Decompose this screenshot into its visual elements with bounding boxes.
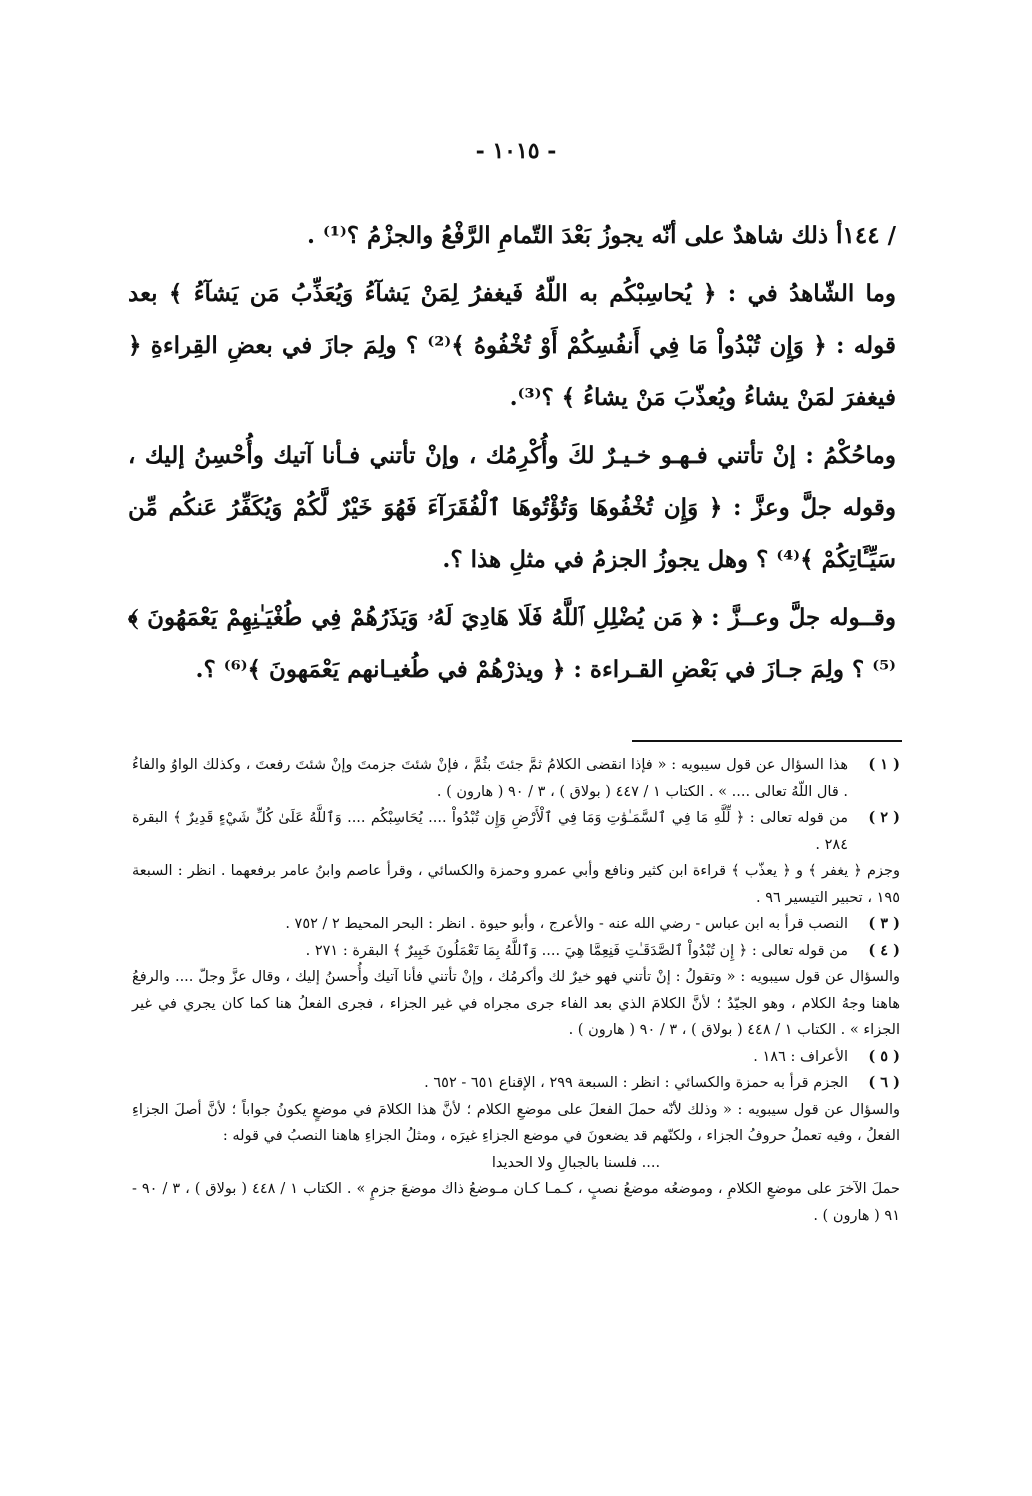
footnote-text: من قوله تعالى : ﴿ لِّلَّهِ مَا فِي ٱلسَّمَـٰوَٰتِ وَمَا فِي ٱلْأَرْضِ وَإِن تُبْدُواْ .... يُحَاسِبْكُم .... وَٱللَّهُ عَلَىٰ كُلِّ شَيْءٍ قَدِيرٌ ﴾ البقرة ٢٨٤ .	[132, 810, 848, 853]
footnote-text: الأعراف : ١٨٦ .	[753, 1048, 848, 1065]
footnote-number: ( ١ )	[868, 756, 900, 773]
footnote-6-continuation: والسؤال عن قول سيبويه : « وذلك لأنّه حملَ الفعلَ على موضعِ الكلام ؛ لأنَّ هذا الكلامَ في موضعٍ يكونُ جواباً ؛ لأنَّ أصلَ الجزاءِ الفعلُ ، وفيه تعملُ حروفُ الجزاء ، ولكنّهم قد يضعونَ في موضع الجزاءِ غيرَه ، ومثلُ الجزاءِ هاهنا النصبُ في قوله :	[132, 1101, 900, 1144]
footnote-4-continuation: والسؤال عن قول سيبويه : « وتقولُ : إنْ تأتني فهو خيرٌ لك وأكرمُك ، وإنْ تأتني فأنا آتيك وأُحسنُ إليك ، وقال عزَّ وجلّ .... والرفعُ هاهنا وجهُ الكلام ، وهو الجيّدُ ؛ لأنَّ الكلامَ الذي بعد الفاء جرى مجراه في غير الجزاء ، فجرى الفعلُ هنا كما كان يجري في غير الجزاء » . الكتاب ١ / ٤٤٨ ( بولاق ) ، ٣ / ٩٠ ( هارون ) .	[132, 969, 900, 1038]
paragraph-4: وقــوله جلَّ وعــزَّ : ﴿ مَن يُضْلِلِ ٱللَّهُ فَلَا هَادِيَ لَهُۥ وَيَذَرُهُمْ فِي طُغْيَـٰنِهِمْ يَعْمَهُونَ ﴾⁽⁵⁾ ؟ ولِمَ جـازَ في بَعْضِ القـراءة : ﴿ ويذرْهُمْ في طُغيـانهم يَعْمَهونَ ﴾⁽⁶⁾ ؟.	[128, 604, 896, 683]
footnote-2-continuation: وجزم ﴿ يغفر ﴾ و ﴿ يعذّب ﴾ قراءة ابن كثير ونافع وأبي عمرو وحمزة والكسائي ، وقرأ عاصم وابنُ عامر برفعهما . انظر : السبعة ١٩٥ ، تحبير التيسير ٩٦ .	[132, 863, 900, 906]
footnote-text: النصب قرأ به ابن عباس - رضي الله عنه - والأعرج ، وأبو حيوة . انظر : البحر المحيط ٢ / ٧٥٢ .	[285, 916, 848, 932]
footnote-number: ( ٦ )	[868, 1074, 900, 1091]
footnote-1	[132, 752, 900, 805]
footnote-number: ( ٢ )	[868, 809, 900, 826]
footnote-number: ( ٥ )	[868, 1047, 900, 1065]
footnote-text: الجزم قرأ به حمزة والكسائي : انظر : السبعة ٢٩٩ ، الإقناع ٦٥١ - ٦٥٢ .	[424, 1075, 848, 1091]
main-text	[128, 210, 896, 702]
paragraph-2: وما الشّاهدُ في : ﴿ يُحاسِبْكُم به اللّهُ فَيغفرُ لِمَنْ يَشآءُ وَيُعَذِّبُ مَن يَشآءُ ﴾ بعد قوله : ﴿ وَإِن تُبْدُواْ مَا فِي أَنفُسِكُمْ أَوْ تُخْفُوهُ ﴾⁽²⁾ ؟ ولِمَ جازَ في بعضِ القِراءةِ ﴿ فيغفرَ لمَنْ يشاءُ ويُعذّبَ مَنْ يشاءُ ﴾ ؟⁽³⁾.	[128, 280, 896, 411]
footnotes	[132, 752, 900, 1229]
footnote-2	[132, 805, 900, 858]
paragraph-3: وماحُكْمُ : إنْ تأتني فـهـو خـيـرٌ لكَ وأُكْرِمُك ، وإنْ تأتني فـأنا آتيك وأُحْسِنُ إليك ، وقوله جلَّ وعزَّ : ﴿ وَإِن تُخْفُوهَا وَتُؤْتُوهَا ٱلْفُقَرَآءَ فَهُوَ خَيْرٌ لَّكُمْ وَيُكَفِّرُ عَنكُم مِّن سَيِّـَٔاتِكُمْ ﴾⁽⁴⁾ ؟ وهل يجوزُ الجزمُ في مثلِ هذا ؟.	[128, 442, 896, 573]
footnote-number: ( ٣ )	[868, 915, 900, 932]
footnote-number: ( ٤ )	[868, 941, 900, 959]
footnote-6-continuation-2: حملَ الآخرَ على موضعِ الكلامِ ، وموضعُه موضعُ نصبٍ ، كـمـا كـان مـوضعُ ذاك موضعَ جزمٍ » . الكتاب ١ / ٤٤٨ ( بولاق ) ، ٣ / ٩٠ - ٩١ ( هارون ) .	[132, 1181, 900, 1224]
page-number: - ١٠١٥ -	[475, 138, 557, 164]
footnote-text: هذا السؤال عن قول سيبويه : « فإذا انقضى الكلامُ ثمَّ جئتَ بثُمَّ ، فإنْ شئتَ جزمتَ وإنْ شئتَ رفعتَ ، وكذلك الواوُ والفاءُ . قال اللّهُ تعالى .... » . الكتاب ١ / ٤٤٧ ( بولاق ) ، ٣ / ٩٠ ( هارون ) .	[132, 757, 848, 800]
paragraph-1: / ١٤٤أ ذلك شاهدٌ على أنّه يجوزُ بَعْدَ التّمامِ الرَّفْعُ والجزْمُ ؟⁽¹⁾ .	[306, 222, 896, 249]
footnote-4	[132, 938, 900, 965]
footnote-3	[132, 911, 900, 938]
footnote-6	[132, 1070, 900, 1097]
footnote-text: من قوله تعالى : ﴿ إِن تُبْدُواْ ٱلصَّدَقَـٰتِ فَنِعِمَّا هِيَ .... وَٱللَّهُ بِمَا تَعْمَلُونَ خَبِيرٌ ﴾ البقرة : ٢٧١ .	[305, 942, 848, 959]
footnote-5	[132, 1044, 900, 1071]
poetry-verse: .... فلسنا بالجبالِ ولا الحديدا	[491, 1154, 661, 1171]
footnote-separator	[632, 740, 902, 742]
